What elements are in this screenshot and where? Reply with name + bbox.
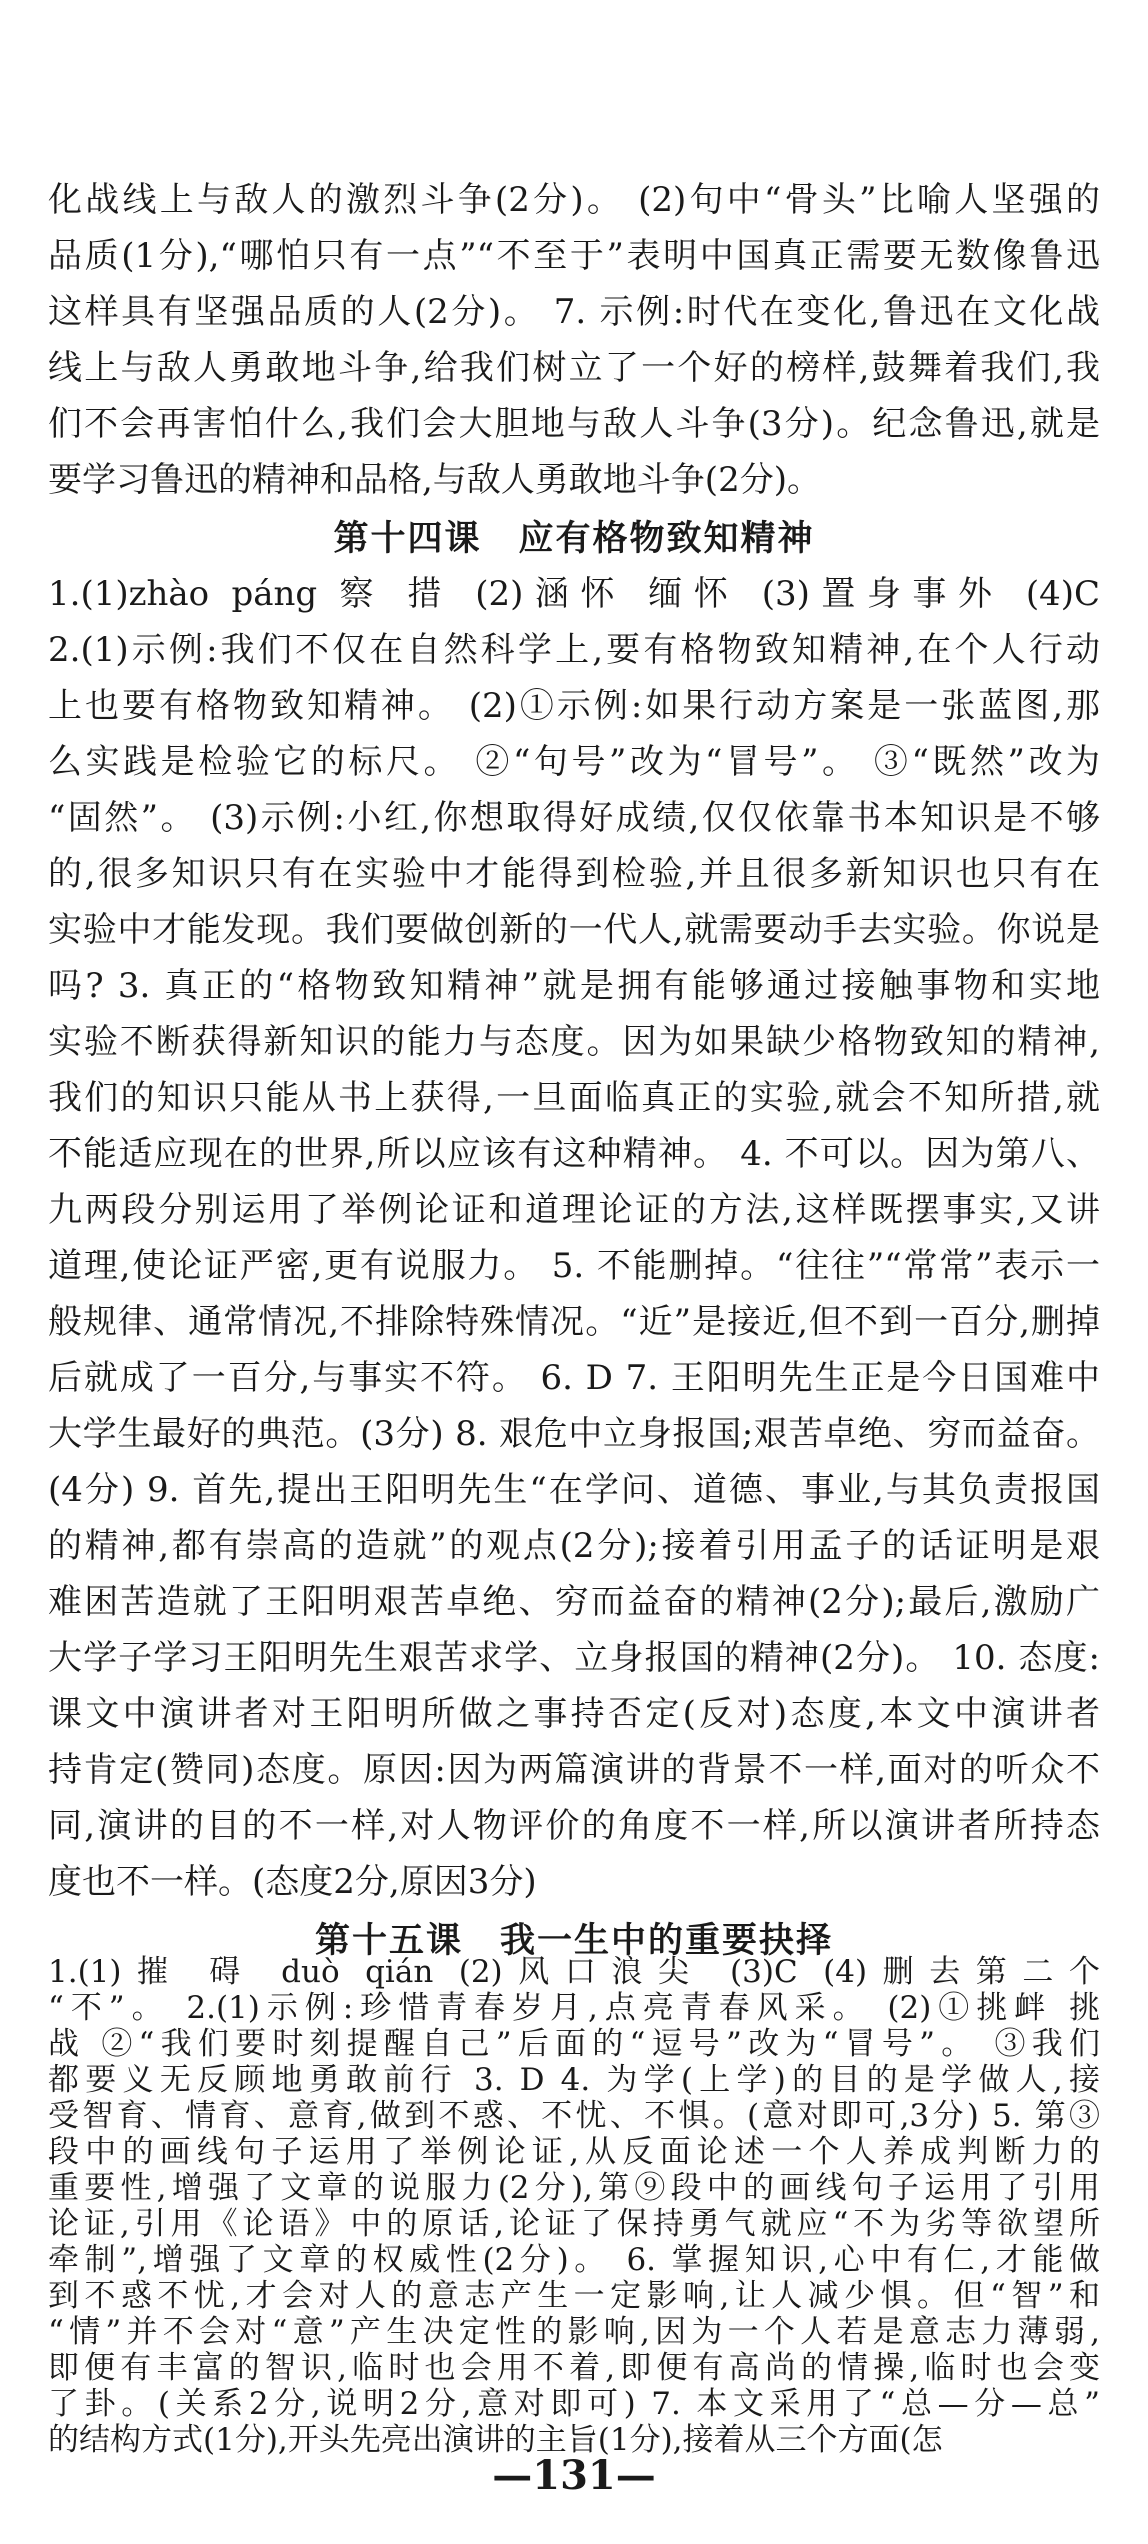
text-line: 的,很多知识只有在实验中才能得到检验,并且很多新知识也只有在 [48,854,1100,894]
text-line: 大学子学习王阳明先生艰苦求学、立身报国的精神(2分)。 10. 态度: [48,1638,1100,1678]
text-line: 课文中演讲者对王阳明所做之事持否定(反对)态度,本文中演讲者 [48,1694,1100,1734]
text-line: 般规律、通常情况,不排除特殊情况。“近”是接近,但不到一百分,删掉 [48,1302,1100,1342]
text-line: 线上与敌人勇敢地斗争,给我们树立了一个好的榜样,鼓舞着我们,我 [48,348,1100,388]
text-line: 吗? 3. 真正的“格物致知精神”就是拥有能够通过接触事物和实地 [48,966,1100,1006]
text-line: 品质(1分),“哪怕只有一点”“不至于”表明中国真正需要无数像鲁迅 [48,236,1100,276]
text-line: 战 ②“我们要时刻提醒自己”后面的“逗号”改为“冒号”。 ③我们 [48,2026,1100,2062]
text-line: 道理,使论证严密,更有说服力。 5. 不能删掉。“往往”“常常”表示一 [48,1246,1100,1286]
text-line: 们不会再害怕什么,我们会大胆地与敌人斗争(3分)。纪念鲁迅,就是 [48,404,1100,444]
text-line: 到不惑不忧,才会对人的意志产生一定影响,让人减少惧。但“智”和 [48,2278,1100,2314]
text-line: 重要性,增强了文章的说服力(2分),第⑨段中的画线句子运用了引用 [48,2170,1100,2206]
text-line: 1.(1)摧 碍 duò qián (2)风口浪尖 (3)C (4)删去第二个 [48,1954,1100,1990]
text-line: 不能适应现在的世界,所以应该有这种精神。 4. 不可以。因为第八、 [48,1134,1100,1174]
text-line: 论证,引用《论语》中的原话,论证了保持勇气就应“不为劣等欲望所 [48,2206,1100,2242]
text-line: 化战线上与敌人的激烈斗争(2分)。 (2)句中“骨头”比喻人坚强的 [48,180,1100,220]
text-line: “不”。 2.(1)示例:珍惜青春岁月,点亮青春风采。 (2)①挑衅 挑 [48,1990,1100,2026]
text-line: 持肯定(赞同)态度。原因:因为两篇演讲的背景不一样,面对的听众不 [48,1750,1100,1790]
text-line: 段中的画线句子运用了举例论证,从反面论述一个人养成判断力的 [48,2134,1100,2170]
text-line: 我们的知识只能从书上获得,一旦面临真正的实验,就会不知所措,就 [48,1078,1100,1118]
text-line: 都要义无反顾地勇敢前行 3. D 4. 为学(上学)的目的是学做人,接 [48,2062,1100,2098]
text-line: 么实践是检验它的标尺。 ②“句号”改为“冒号”。 ③“既然”改为 [48,742,1100,782]
text-line: 受智育、情育、意育,做到不惑、不忧、不惧。(意对即可,3分) 5. 第③ [48,2098,1100,2134]
text-line: 即便有丰富的智识,临时也会用不着,即便有高尚的情操,临时也会变 [48,2350,1100,2386]
text-line: 上也要有格物致知精神。 (2)①示例:如果行动方案是一张蓝图,那 [48,686,1100,726]
text-line: 的精神,都有崇高的造就”的观点(2分);接着引用孟子的话证明是艰 [48,1526,1100,1566]
text-line: 牵制”,增强了文章的权威性(2分)。 6. 掌握知识,心中有仁,才能做 [48,2242,1100,2278]
lesson-15-title: 第十五课 我一生中的重要抉择 [314,1921,833,1961]
text-line: 这样具有坚强品质的人(2分)。 7. 示例:时代在变化,鲁迅在文化战 [48,292,1100,332]
text-line: 的结构方式(1分),开头先亮出演讲的主旨(1分),接着从三个方面(怎 [48,2422,943,2458]
text-line: 同,演讲的目的不一样,对人物评价的角度不一样,所以演讲者所持态 [48,1806,1100,1846]
text-line: 实验中才能发现。我们要做创新的一代人,就需要动手去实验。你说是 [48,910,1100,950]
text-line: 难困苦造就了王阳明艰苦卓绝、穷而益奋的精神(2分);最后,激励广 [48,1582,1100,1622]
text-line: 2.(1)示例:我们不仅在自然科学上,要有格物致知精神,在个人行动 [48,630,1100,670]
text-line: 要学习鲁迅的精神和品格,与敌人勇敢地斗争(2分)。 [48,460,821,500]
text-line: 1.(1)zhào páng 察 措 (2)涵怀 缅怀 (3)置身事外 (4)C [48,574,1100,614]
lesson-14-title: 第十四课 应有格物致知精神 [333,519,815,559]
text-line: 后就成了一百分,与事实不符。 6. D 7. 王阳明先生正是今日国难中 [48,1358,1100,1398]
text-line: “固然”。 (3)示例:小红,你想取得好成绩,仅仅依靠书本知识是不够 [48,798,1100,838]
page-number: —131— [492,2452,656,2499]
text-line: “情”并不会对“意”产生决定性的影响,因为一个人若是意志力薄弱, [48,2314,1100,2350]
text-line: 九两段分别运用了举例论证和道理论证的方法,这样既摆事实,又讲 [48,1190,1100,1230]
text-line: 实验不断获得新知识的能力与态度。因为如果缺少格物致知的精神, [48,1022,1100,1062]
text-line: (4分) 9. 首先,提出王阳明先生“在学问、道德、事业,与其负责报国 [48,1470,1100,1510]
text-line: 度也不一样。(态度2分,原因3分) [48,1862,537,1902]
text-line: 了卦。(关系2分,说明2分,意对即可) 7. 本文采用了“总—分—总” [48,2386,1100,2422]
text-line: 大学生最好的典范。(3分) 8. 艰危中立身报国;艰苦卓绝、穷而益奋。 [48,1414,1100,1454]
